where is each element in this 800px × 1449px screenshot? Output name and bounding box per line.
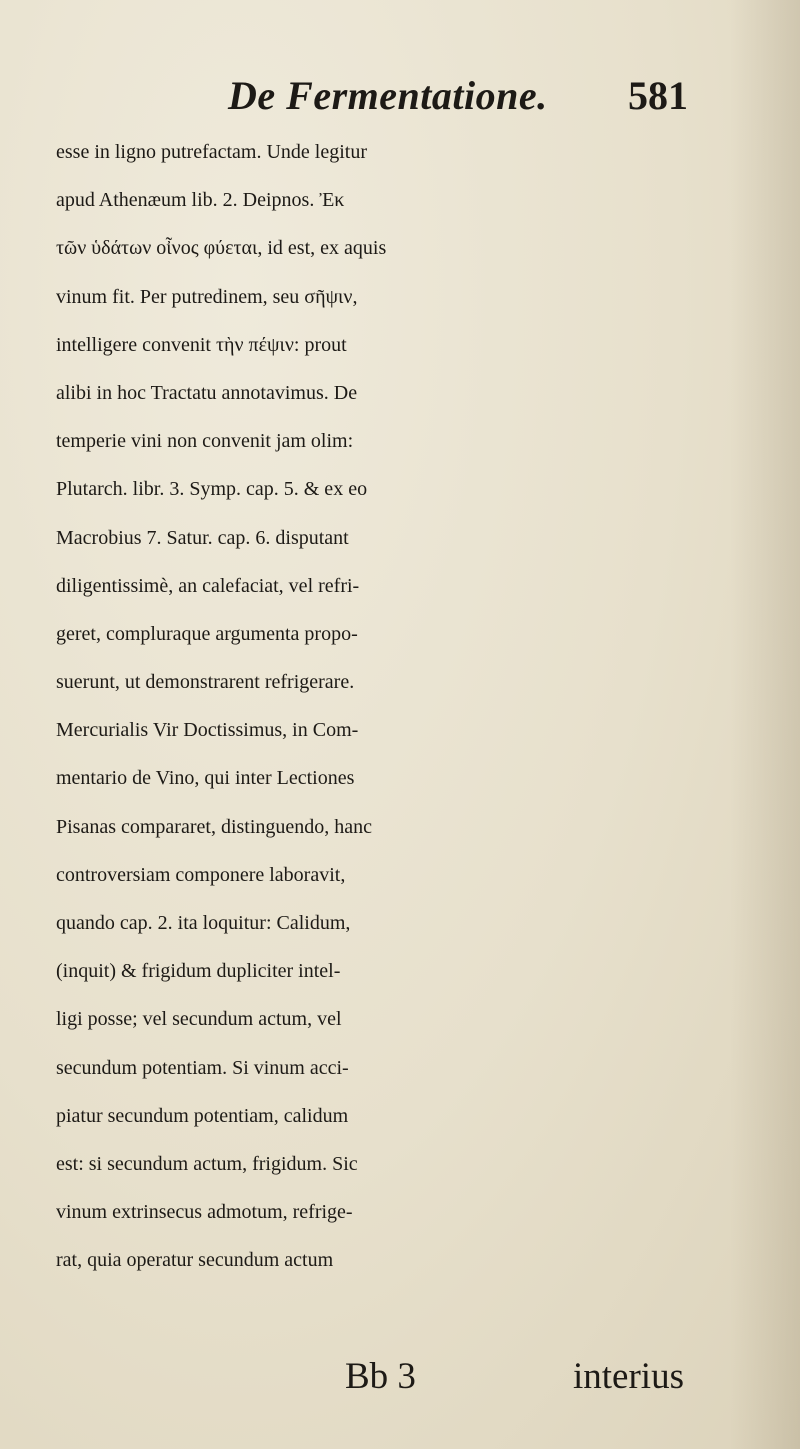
text-line: geret, compluraque argumenta propo-: [56, 622, 358, 645]
text-line: Plutarch. libr. 3. Symp. cap. 5. & ex eo: [56, 478, 368, 501]
text-line: Macrobius 7. Satur. cap. 6. disputant: [56, 526, 349, 549]
text-line: alibi in hoc Tractatu annotavimus. De: [56, 381, 358, 404]
text-line: (inquit) & frigidum dupliciter intel-: [56, 960, 341, 983]
running-title: De Fermentatione.: [228, 73, 548, 118]
text-line: secundum potentiam. Si vinum acci-: [56, 1056, 349, 1079]
text-line: ligi posse; vel secundum actum, vel: [56, 1008, 342, 1031]
text-line: suerunt, ut demonstrarent refrigerare.: [56, 671, 355, 694]
text-line: vinum extrinsecus admotum, refrige-: [56, 1201, 353, 1224]
text-line: rat, quia operatur secundum actum: [56, 1249, 334, 1272]
text-line: Mercurialis Vir Doctissimus, in Com-: [56, 719, 359, 742]
text-line: mentario de Vino, qui inter Lectiones: [56, 767, 355, 790]
page-footer: [0, 1355, 800, 1415]
signature-mark: Bb 3: [345, 1356, 416, 1397]
page-header: [0, 70, 800, 130]
text-line: esse in ligno putrefactam. Unde legitur: [56, 141, 368, 163]
text-line: quando cap. 2. ita loquitur: Calidum,: [56, 912, 351, 934]
text-line: temperie vini non convenit jam olim:: [56, 430, 354, 453]
text-line: apud Athenæum lib. 2. Deipnos. Ἐκ: [56, 189, 345, 212]
text-line: piatur secundum potentiam, calidum: [56, 1104, 349, 1127]
body-text: [56, 128, 796, 1285]
text-line: controversiam componere laboravit,: [56, 863, 346, 886]
text-line: intelligere convenit τὴν πέψιν: prout: [56, 333, 347, 356]
text-line: est: si secundum actum, frigidum. Sic: [56, 1152, 358, 1175]
page-number: 581: [628, 73, 688, 118]
text-line: diligentissimè, an calefaciat, vel refri-: [56, 574, 360, 597]
catchword: interius: [573, 1356, 684, 1397]
text-line: τῶν ὑδάτων οἶνος φύεται, id est, ex aquis: [56, 237, 387, 260]
text-line: Pisanas compararet, distinguendo, hanc: [56, 815, 373, 838]
text-line: vinum fit. Per putredinem, seu σῆψιν,: [56, 285, 358, 308]
